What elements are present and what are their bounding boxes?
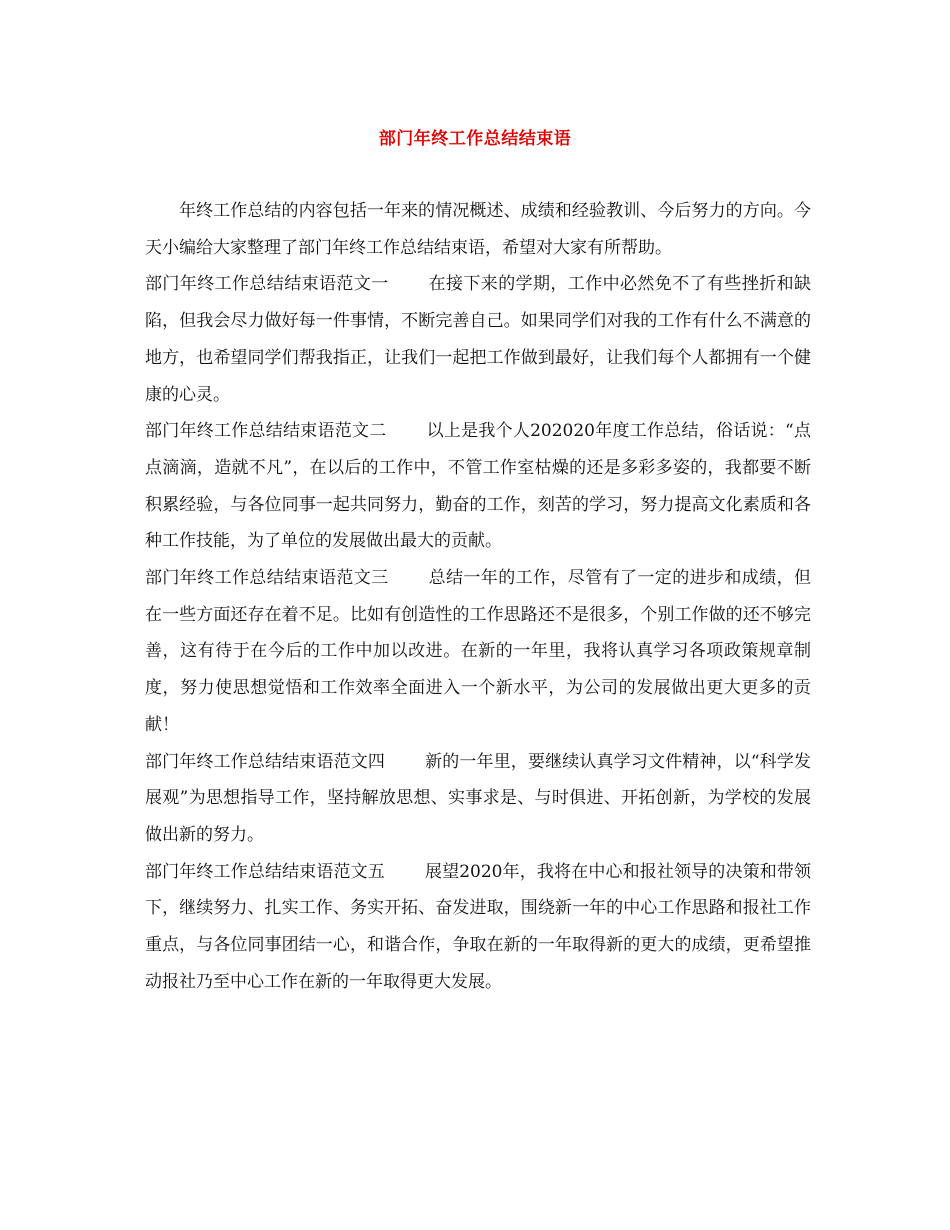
section-text-3: 总结一年的工作，尽管有了一定的进步和成绩，但在一些方面还存在着不足。比如有创造性的工作思路还不是很多，个别工作做的还不够完善，这有待于在今后的工作中加以改进。在新的一年里，我将认真学习各项政策规章制度，努力使思想觉悟和工作效率全面进入一个新水平，为公司的发展做出更大更多的贡献！ — [145, 568, 812, 735]
section-paragraph-3 — [145, 560, 811, 744]
section-text-5: 展望2020年，我将在中心和报社领导的决策和带领下，继续努力、扎实工作、务实开拓、奋发进取，围绕新一年的中心工作思路和报社工作重点，与各位同事团结一心，和谐合作，争取在新的一年取得新的更大的成绩，更希望推动报社乃至中心工作在新的一年取得更大发展。 — [145, 861, 812, 992]
section-text-4: 新的一年里，要继续认真学习文件精神，以“科学发展观”为思想指导工作，坚持解放思想、实事求是、与时俱进、开拓创新，为学校的发展做出新的努力。 — [145, 751, 811, 845]
section-paragraph-5 — [145, 854, 811, 1001]
section-heading-4: 部门年终工作总结结束语范文四 — [145, 751, 386, 772]
section-heading-1: 部门年终工作总结结束语范文一 — [145, 274, 389, 295]
document-title: 部门年终工作总结结束语 — [378, 129, 572, 149]
section-paragraph-2 — [145, 413, 811, 560]
section-heading-5: 部门年终工作总结结束语范文五 — [145, 861, 385, 882]
section-paragraph-1 — [145, 266, 811, 413]
document-body — [145, 193, 811, 1000]
section-text-2: 以上是我个人202020年度工作总结，俗话说：“点点滴滴，造就不凡”，在以后的工作中，不管工作室枯燥的还是多彩多姿的，我都要不断积累经验，与各位同事一起共同努力，勤奋的工作，刻苦的学习，努力提高文化素质和各种工作技能，为了单位的发展做出最大的贡献。 — [145, 421, 812, 552]
section-text-1: 在接下来的学期，工作中必然免不了有些挫折和缺陷，但我会尽力做好每一件事情，不断完善自己。如果同学们对我的工作有什么不满意的地方，也希望同学们帮我指正，让我们一起把工作做到最好，让我们每个人都拥有一个健康的心灵。 — [145, 274, 812, 405]
section-heading-2: 部门年终工作总结结束语范文二 — [145, 421, 387, 442]
section-heading-3: 部门年终工作总结结束语范文三 — [145, 568, 389, 589]
section-paragraph-4 — [145, 744, 811, 854]
intro-paragraph: 年终工作总结的内容包括一年来的情况概述、成绩和经验教训、今后努力的方向。今天小编给大家整理了部门年终工作总结结束语，希望对大家有所帮助。 — [145, 201, 811, 258]
